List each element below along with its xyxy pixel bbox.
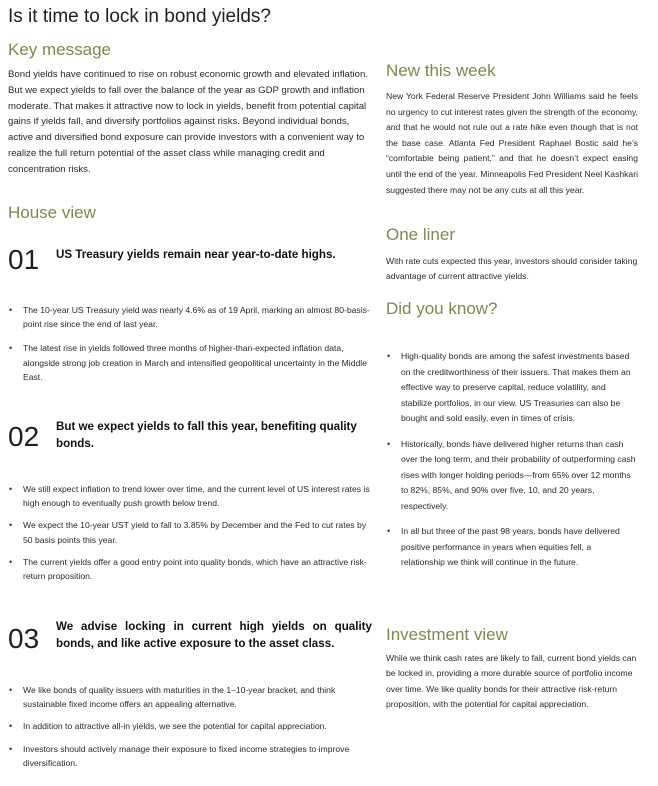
list-item: • In addition to attractive all-in yields, we see the potential for capital appreciation.	[8, 719, 370, 733]
list-item: • High-quality bonds are among the safest investments based on the creditworthiness of their issuers. That makes them an effective way to preserve capital, reduce volatility, and stabilize portfolios, in our view. US Treasuries can also be bought and sold easily, even in times of crisis.	[386, 349, 636, 427]
list-item: • We still expect inflation to trend lower over time, and the current level of US interest rates is high enough to eventually push growth below trend.	[8, 482, 370, 510]
point-headline-01: US Treasury yields remain near year-to-date highs.	[56, 248, 336, 261]
list-item: • The current yields offer a good entry point into quality bonds, which have an attractive risk-return proposition.	[8, 555, 370, 583]
list-item: • The 10-year US Treasury yield was nearly 4.6% as of 19 April, marking an almost 80-basis-point rise since the end of last year.	[8, 303, 370, 331]
point-headline-03: We advise locking in current high yields on quality bonds, and like active exposure to the asset class.	[56, 620, 372, 650]
page-title: Is it time to lock in bond yields?	[8, 6, 271, 27]
list-item: • Investors should actively manage their exposure to fixed income strategies to improve diversification.	[8, 742, 370, 770]
investment-view-heading: Investment view	[386, 625, 508, 644]
point-number-01: 01	[8, 244, 40, 275]
did-you-know-heading: Did you know?	[386, 299, 498, 318]
investment-view-text: While we think cash rates are likely to fall, current bond yields can be locked in, providing a more durable source of portfolio income over time. We like quality bonds for their attractive risk-return proposition, with the potential for capital appreciation.	[386, 653, 637, 710]
one-liner-text: With rate cuts expected this year, investors should consider taking advantage of current attractive yields.	[386, 256, 638, 281]
did-you-know-bullets	[386, 349, 636, 571]
point-bullets-01	[8, 303, 370, 384]
list-item: • We like bonds of quality issuers with maturities in the 1–10-year bracket, and think sustainable fixed income offers an appealing alternative.	[8, 683, 370, 711]
new-this-week-heading: New this week	[386, 61, 496, 80]
key-message-heading: Key message	[8, 40, 111, 59]
new-this-week-text: New York Federal Reserve President John Williams said he feels no urgency to cut interest rates given the strength of the economy, and that he would not rule out a rate hike even though that is not the base case. Atlanta Fed President Raphael Bostic said he’s “comfortable being patient,” and that he doesn’t expect easing until the end of the year. Minneapolis Fed President Neel Kashkari suggested there may not be any cuts at all this year.	[386, 91, 638, 195]
point-bullets-03	[8, 683, 370, 770]
point-bullets-02	[8, 482, 370, 583]
key-message-text: Bond yields have continued to rise on robust economic growth and elevated inflation. But we expect yields to fall over the balance of the year as GDP growth and inflation moderate. That makes it attractive now to lock in yields, benefit from potential capital gains if yields fall, and diversify portfolios against risks. Beyond individual bonds, active and diversified bond exposure can provide investors with a convenient way to realize the full return potential of the asset class while managing credit and concentration risks.	[8, 69, 368, 175]
one-liner-heading: One liner	[386, 225, 455, 244]
list-item: • Historically, bonds have delivered higher returns than cash over the long term, and their probability of outperforming cash rises with longer holding periods—from 65% over 12 months to 82%, 85%, and 90% over five, 10, and 20 years, respectively.	[386, 437, 636, 515]
point-number-03: 03	[8, 623, 40, 654]
list-item: • In all but three of the past 98 years, bonds have delivered positive performance in years when equities fell, a relationship we think will continue in the future.	[386, 524, 636, 571]
house-view-heading: House view	[8, 203, 96, 222]
point-number-02: 02	[8, 421, 40, 452]
point-headline-02: But we expect yields to fall this year, benefiting quality bonds.	[56, 420, 357, 450]
list-item: • We expect the 10-year UST yield to fall to 3.85% by December and the Fed to cut rates by 50 basis points this year.	[8, 518, 370, 546]
list-item: • The latest rise in yields followed three months of higher-than-expected inflation data, alongside strong job creation in March and intensified geopolitical uncertainty in the Middle East.	[8, 341, 370, 384]
